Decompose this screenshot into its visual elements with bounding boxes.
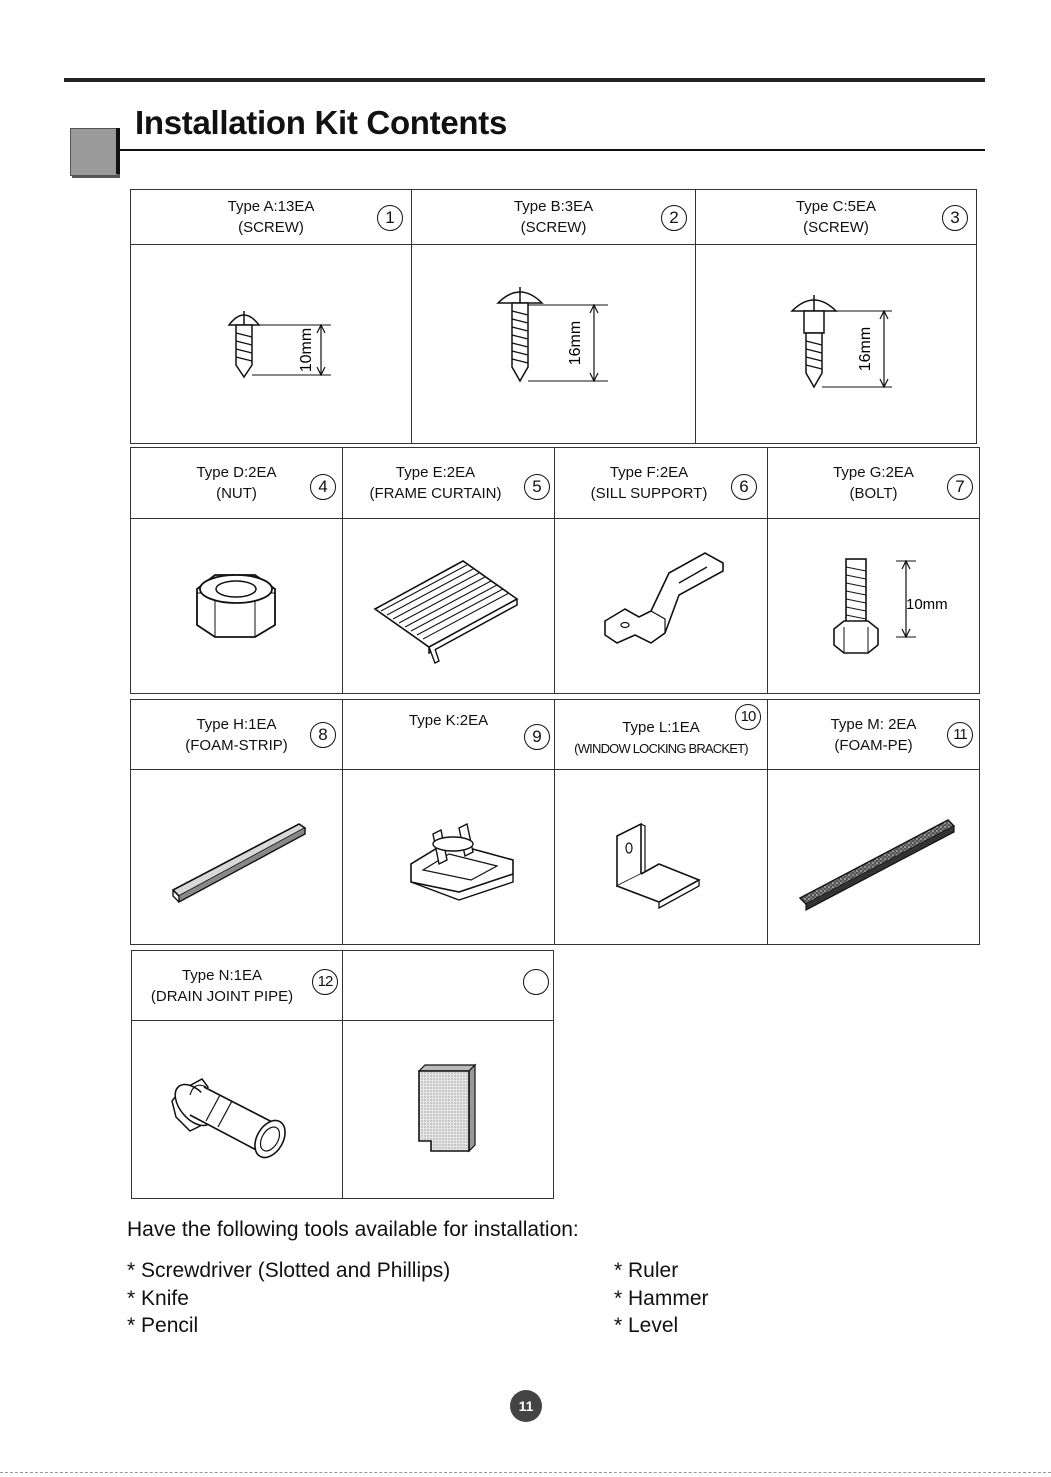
foam-strip-icon: [131, 770, 342, 944]
item-number-badge: 12: [312, 969, 338, 995]
item-number-badge: 2: [661, 205, 687, 231]
item-h-header: [131, 700, 343, 770]
tool-item: * Pencil: [127, 1314, 199, 1337]
kit-row-1: [130, 189, 977, 444]
item-type: Type E:2EA: [395, 464, 476, 481]
tool-item: * Level: [614, 1314, 679, 1337]
item-k-illustration: [343, 770, 555, 945]
tool-item: * Hammer: [614, 1287, 709, 1310]
tool-item: * Screwdriver (Slotted and Phillips): [127, 1259, 451, 1282]
item-number-badge: 6: [731, 474, 757, 500]
kit-row-4: [131, 950, 554, 1199]
item-desc: (SCREW): [803, 219, 869, 236]
bolt-icon: [768, 519, 979, 693]
item-number-badge: 4: [310, 474, 336, 500]
screw-icon: [696, 245, 976, 443]
item-e-header: [343, 448, 555, 519]
screw-icon: [131, 245, 411, 443]
item-type: Type G:2EA: [833, 464, 914, 481]
item-desc: (FRAME CURTAIN): [369, 485, 502, 502]
item-l-illustration: [555, 770, 768, 945]
item-type: Type N:1EA: [181, 966, 263, 984]
clip-icon: [343, 770, 554, 944]
page-number: 11: [510, 1390, 542, 1422]
item-extra-header: [343, 951, 554, 1021]
kit-row-3: [130, 699, 980, 945]
item-type: Type H:1EA: [196, 715, 277, 733]
item-k-header: [343, 700, 555, 770]
item-b-illustration: [412, 245, 696, 444]
item-desc: (NUT): [216, 485, 257, 502]
tool-item: * Ruler: [614, 1259, 679, 1282]
foam-pe-icon: [768, 770, 979, 944]
section-marker-bar: [116, 128, 120, 174]
item-type: Type A:13EA: [227, 198, 315, 215]
dimension-label: 10mm: [298, 327, 315, 373]
item-desc: (SCREW): [238, 219, 304, 236]
page-title: Installation Kit Contents: [135, 104, 508, 141]
item-m-header: [768, 700, 980, 770]
item-b-header: [412, 190, 696, 245]
item-n-illustration: [132, 1021, 343, 1199]
item-type: Type K:2EA: [408, 712, 489, 729]
item-type: Type F:2EA: [609, 464, 689, 481]
nut-icon: [131, 519, 342, 693]
dimension-label: 16mm: [567, 320, 584, 366]
item-e-illustration: [343, 519, 555, 694]
dimension-label: 10mm: [906, 596, 948, 613]
item-number-badge: 9: [524, 724, 550, 750]
bottom-dashed-rule: [0, 1472, 1051, 1473]
item-desc: (WINDOW LOCKING BRACKET): [574, 740, 748, 756]
locking-bracket-icon: [555, 770, 767, 944]
item-desc: (FOAM-STRIP): [185, 736, 288, 754]
item-number-badge: 10: [735, 704, 761, 730]
item-g-header: [768, 448, 980, 519]
top-rule: [64, 78, 985, 82]
item-type: Type L:1EA: [622, 718, 700, 736]
kit-row-2: [130, 447, 980, 694]
item-c-illustration: [696, 245, 977, 444]
item-number-badge: 5: [524, 474, 550, 500]
item-type: Type C:5EA: [795, 198, 877, 215]
item-number-badge: 11: [947, 722, 973, 748]
item-number-badge: [523, 969, 549, 995]
foam-block-icon: [343, 1021, 553, 1198]
frame-curtain-icon: [343, 519, 554, 693]
item-h-illustration: [131, 770, 343, 945]
item-type: Type D:2EA: [196, 464, 277, 481]
item-number-badge: 8: [310, 722, 336, 748]
item-d-header: [131, 448, 343, 519]
item-desc: (SCREW): [520, 219, 587, 236]
item-desc: (BOLT): [849, 485, 898, 502]
tool-item: * Knife: [127, 1287, 189, 1310]
item-type: Type M: 2EA: [830, 715, 917, 733]
item-g-illustration: [768, 519, 980, 694]
item-l-header: [555, 700, 768, 770]
item-number-badge: 1: [377, 205, 403, 231]
section-marker-square: [70, 128, 118, 176]
item-desc: (SILL SUPPORT): [590, 485, 708, 502]
item-d-illustration: [131, 519, 343, 694]
tools-heading: Have the following tools available for installation:: [127, 1218, 579, 1241]
item-a-illustration: [131, 245, 412, 444]
drain-joint-pipe-icon: [132, 1021, 342, 1198]
title-underline: [116, 149, 985, 151]
item-f-header: [555, 448, 768, 519]
item-desc: (DRAIN JOINT PIPE): [150, 987, 294, 1005]
item-desc: (FOAM-PE): [834, 736, 913, 754]
item-extra-illustration: [343, 1021, 554, 1199]
item-a-header: [131, 190, 412, 245]
item-m-illustration: [768, 770, 980, 945]
dimension-label: 16mm: [857, 326, 874, 372]
item-c-header: [696, 190, 977, 245]
screw-icon: [412, 245, 695, 443]
item-n-header: [132, 951, 343, 1021]
sill-support-icon: [555, 519, 767, 693]
item-number-badge: 3: [942, 205, 968, 231]
item-f-illustration: [555, 519, 768, 694]
item-number-badge: 7: [947, 474, 973, 500]
item-type: Type B:3EA: [513, 198, 594, 215]
